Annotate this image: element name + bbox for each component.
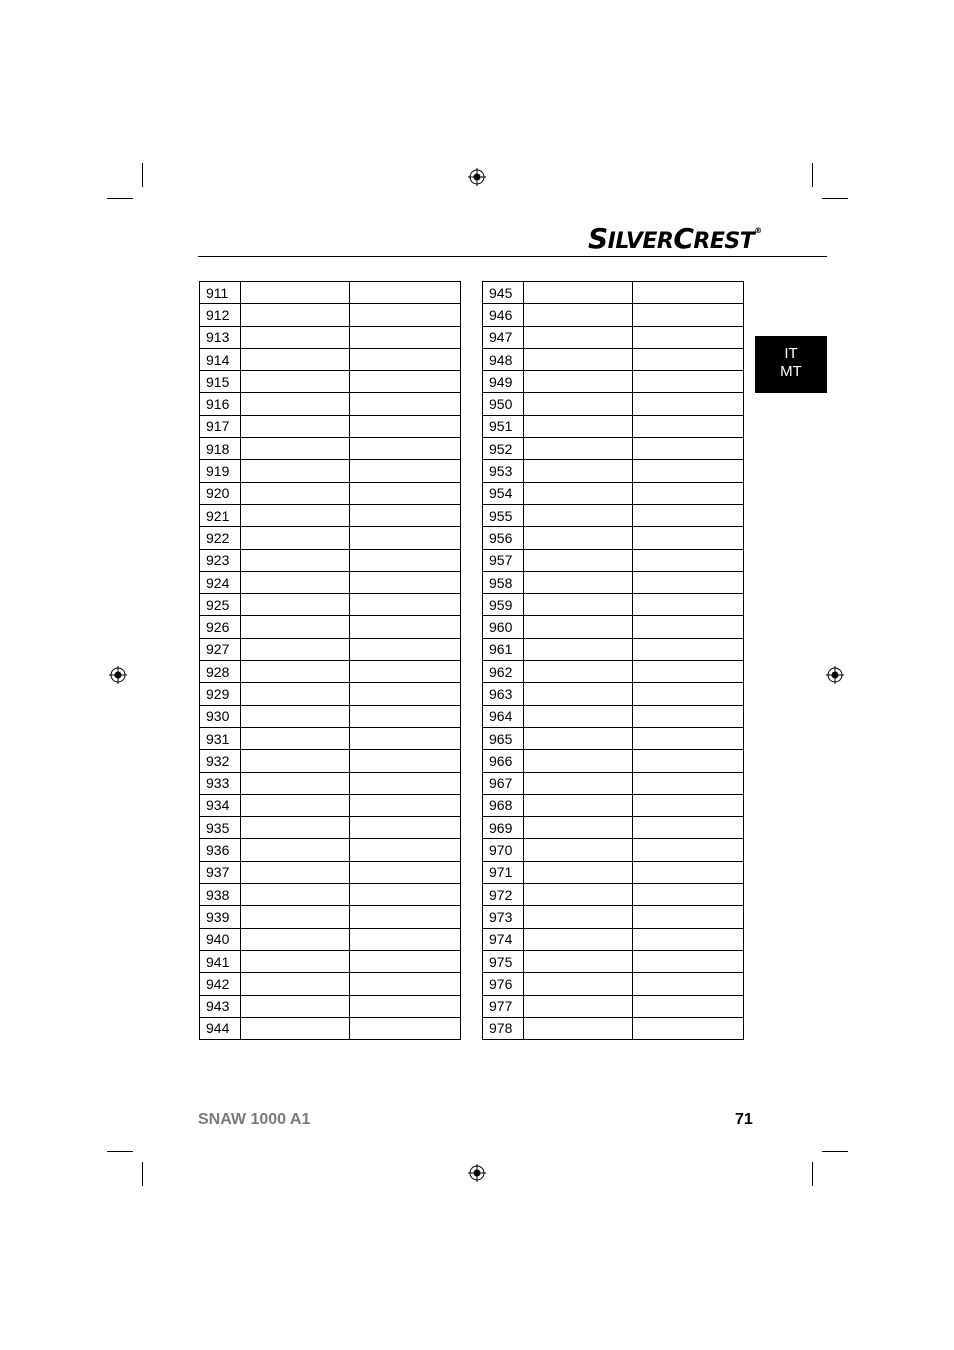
crop-mark bbox=[107, 1151, 133, 1152]
blank-cell bbox=[524, 705, 633, 727]
blank-cell bbox=[633, 817, 744, 839]
table-row bbox=[200, 661, 461, 683]
blank-cell bbox=[633, 304, 744, 326]
code-number: 944 bbox=[200, 1017, 241, 1039]
code-number: 926 bbox=[200, 616, 241, 638]
blank-cell bbox=[524, 482, 633, 504]
blank-cell bbox=[633, 282, 744, 304]
blank-cell bbox=[241, 571, 350, 593]
crop-mark bbox=[812, 1162, 813, 1186]
blank-cell bbox=[524, 750, 633, 772]
code-number: 919 bbox=[200, 460, 241, 482]
code-number: 967 bbox=[483, 772, 524, 794]
table-row bbox=[200, 549, 461, 571]
blank-cell bbox=[241, 995, 350, 1017]
code-number: 916 bbox=[200, 393, 241, 415]
blank-cell bbox=[633, 950, 744, 972]
blank-cell bbox=[241, 482, 350, 504]
blank-cell bbox=[241, 460, 350, 482]
registration-mark-icon bbox=[109, 666, 127, 684]
blank-cell bbox=[524, 772, 633, 794]
table-row bbox=[200, 1017, 461, 1039]
blank-cell bbox=[633, 527, 744, 549]
blank-cell bbox=[524, 415, 633, 437]
code-number: 931 bbox=[200, 727, 241, 749]
blank-cell bbox=[350, 1017, 461, 1039]
code-number: 954 bbox=[483, 482, 524, 504]
code-number: 966 bbox=[483, 750, 524, 772]
table-row bbox=[200, 282, 461, 304]
code-number: 959 bbox=[483, 594, 524, 616]
code-number: 972 bbox=[483, 884, 524, 906]
blank-cell bbox=[241, 750, 350, 772]
crop-mark bbox=[822, 198, 848, 199]
code-number: 918 bbox=[200, 438, 241, 460]
table-row bbox=[483, 973, 744, 995]
blank-cell bbox=[350, 348, 461, 370]
table-row bbox=[483, 616, 744, 638]
crop-mark bbox=[107, 198, 133, 199]
blank-cell bbox=[241, 527, 350, 549]
table-row bbox=[200, 928, 461, 950]
blank-cell bbox=[633, 973, 744, 995]
blank-cell bbox=[633, 393, 744, 415]
blank-cell bbox=[350, 928, 461, 950]
crop-mark bbox=[822, 1151, 848, 1152]
blank-cell bbox=[633, 438, 744, 460]
table-row bbox=[483, 638, 744, 660]
blank-cell bbox=[633, 683, 744, 705]
table-row bbox=[200, 415, 461, 437]
table-row bbox=[483, 884, 744, 906]
table-row bbox=[483, 928, 744, 950]
table-row bbox=[200, 371, 461, 393]
blank-cell bbox=[524, 504, 633, 526]
code-number: 929 bbox=[200, 683, 241, 705]
code-number: 943 bbox=[200, 995, 241, 1017]
blank-cell bbox=[633, 415, 744, 437]
blank-cell bbox=[241, 928, 350, 950]
blank-cell bbox=[350, 393, 461, 415]
code-number: 961 bbox=[483, 638, 524, 660]
blank-cell bbox=[241, 549, 350, 571]
blank-cell bbox=[524, 438, 633, 460]
blank-cell bbox=[524, 973, 633, 995]
blank-cell bbox=[633, 348, 744, 370]
code-number: 941 bbox=[200, 950, 241, 972]
code-number: 968 bbox=[483, 794, 524, 816]
blank-cell bbox=[633, 571, 744, 593]
table-row bbox=[483, 705, 744, 727]
blank-cell bbox=[633, 371, 744, 393]
blank-cell bbox=[350, 616, 461, 638]
blank-cell bbox=[241, 839, 350, 861]
blank-cell bbox=[350, 594, 461, 616]
code-number: 920 bbox=[200, 482, 241, 504]
blank-cell bbox=[524, 304, 633, 326]
blank-cell bbox=[524, 817, 633, 839]
blank-cell bbox=[633, 326, 744, 348]
blank-cell bbox=[350, 504, 461, 526]
blank-cell bbox=[524, 995, 633, 1017]
blank-cell bbox=[524, 393, 633, 415]
table-row bbox=[483, 438, 744, 460]
table-row bbox=[200, 504, 461, 526]
blank-cell bbox=[524, 884, 633, 906]
footer-model: SNAW 1000 A1 bbox=[198, 1111, 311, 1128]
table-row bbox=[200, 571, 461, 593]
table-row bbox=[200, 750, 461, 772]
blank-cell bbox=[633, 460, 744, 482]
blank-cell bbox=[350, 438, 461, 460]
table-row bbox=[200, 705, 461, 727]
blank-cell bbox=[633, 616, 744, 638]
table-row bbox=[200, 527, 461, 549]
code-number: 976 bbox=[483, 973, 524, 995]
blank-cell bbox=[524, 527, 633, 549]
blank-cell bbox=[241, 616, 350, 638]
code-number: 970 bbox=[483, 839, 524, 861]
table-row bbox=[483, 683, 744, 705]
table-row bbox=[483, 772, 744, 794]
blank-cell bbox=[633, 839, 744, 861]
blank-cell bbox=[350, 683, 461, 705]
blank-cell bbox=[350, 995, 461, 1017]
blank-cell bbox=[241, 683, 350, 705]
language-tab bbox=[755, 336, 827, 393]
table-row bbox=[483, 1017, 744, 1039]
table-row bbox=[200, 973, 461, 995]
blank-cell bbox=[524, 282, 633, 304]
code-number: 915 bbox=[200, 371, 241, 393]
blank-cell bbox=[524, 661, 633, 683]
blank-cell bbox=[241, 638, 350, 660]
code-number: 947 bbox=[483, 326, 524, 348]
blank-cell bbox=[350, 950, 461, 972]
table-row bbox=[483, 326, 744, 348]
registered-mark: ® bbox=[754, 226, 762, 235]
blank-cell bbox=[633, 594, 744, 616]
blank-cell bbox=[633, 482, 744, 504]
header-rule bbox=[198, 256, 827, 257]
language-code: MT bbox=[780, 363, 802, 380]
blank-cell bbox=[350, 282, 461, 304]
code-number: 911 bbox=[200, 282, 241, 304]
blank-cell bbox=[241, 906, 350, 928]
blank-cell bbox=[350, 304, 461, 326]
code-number: 945 bbox=[483, 282, 524, 304]
table-row bbox=[483, 549, 744, 571]
code-number: 913 bbox=[200, 326, 241, 348]
table-row bbox=[483, 282, 744, 304]
blank-cell bbox=[633, 638, 744, 660]
blank-cell bbox=[350, 727, 461, 749]
blank-cell bbox=[524, 727, 633, 749]
table-row bbox=[200, 861, 461, 883]
blank-cell bbox=[241, 415, 350, 437]
table-row bbox=[483, 348, 744, 370]
blank-cell bbox=[350, 794, 461, 816]
blank-cell bbox=[633, 727, 744, 749]
code-number: 924 bbox=[200, 571, 241, 593]
blank-cell bbox=[633, 928, 744, 950]
crop-mark bbox=[142, 1162, 143, 1186]
blank-cell bbox=[524, 549, 633, 571]
blank-cell bbox=[241, 348, 350, 370]
code-number: 935 bbox=[200, 817, 241, 839]
blank-cell bbox=[633, 772, 744, 794]
table-row bbox=[483, 906, 744, 928]
blank-cell bbox=[633, 794, 744, 816]
table-row bbox=[200, 616, 461, 638]
code-number: 942 bbox=[200, 973, 241, 995]
blank-cell bbox=[524, 861, 633, 883]
table-row bbox=[200, 906, 461, 928]
blank-cell bbox=[241, 794, 350, 816]
table-row bbox=[200, 594, 461, 616]
code-number: 969 bbox=[483, 817, 524, 839]
code-number: 971 bbox=[483, 861, 524, 883]
crop-mark bbox=[812, 163, 813, 187]
code-number: 912 bbox=[200, 304, 241, 326]
blank-cell bbox=[633, 750, 744, 772]
registration-mark-icon bbox=[826, 666, 844, 684]
code-number: 925 bbox=[200, 594, 241, 616]
blank-cell bbox=[524, 794, 633, 816]
code-table-left bbox=[199, 281, 461, 1040]
blank-cell bbox=[633, 504, 744, 526]
blank-cell bbox=[350, 661, 461, 683]
blank-cell bbox=[524, 571, 633, 593]
code-number: 952 bbox=[483, 438, 524, 460]
code-number: 921 bbox=[200, 504, 241, 526]
table-row bbox=[200, 950, 461, 972]
blank-cell bbox=[524, 638, 633, 660]
blank-cell bbox=[524, 950, 633, 972]
blank-cell bbox=[241, 772, 350, 794]
blank-cell bbox=[524, 839, 633, 861]
table-row bbox=[483, 594, 744, 616]
code-number: 936 bbox=[200, 839, 241, 861]
table-row bbox=[483, 393, 744, 415]
blank-cell bbox=[350, 527, 461, 549]
code-number: 927 bbox=[200, 638, 241, 660]
blank-cell bbox=[350, 906, 461, 928]
registration-mark-icon bbox=[468, 1164, 486, 1182]
blank-cell bbox=[350, 415, 461, 437]
table-row bbox=[200, 839, 461, 861]
blank-cell bbox=[524, 616, 633, 638]
code-number: 974 bbox=[483, 928, 524, 950]
table-row bbox=[200, 393, 461, 415]
code-table-right bbox=[482, 281, 744, 1040]
blank-cell bbox=[241, 727, 350, 749]
blank-cell bbox=[524, 1017, 633, 1039]
table-row bbox=[483, 571, 744, 593]
code-number: 964 bbox=[483, 705, 524, 727]
blank-cell bbox=[241, 371, 350, 393]
table-row bbox=[200, 460, 461, 482]
table-row bbox=[483, 794, 744, 816]
code-number: 939 bbox=[200, 906, 241, 928]
blank-cell bbox=[241, 304, 350, 326]
code-number: 957 bbox=[483, 549, 524, 571]
code-number: 923 bbox=[200, 549, 241, 571]
blank-cell bbox=[633, 661, 744, 683]
blank-cell bbox=[350, 638, 461, 660]
table-row bbox=[483, 995, 744, 1017]
code-number: 928 bbox=[200, 661, 241, 683]
blank-cell bbox=[524, 371, 633, 393]
code-number: 933 bbox=[200, 772, 241, 794]
blank-cell bbox=[350, 371, 461, 393]
blank-cell bbox=[241, 884, 350, 906]
table-row bbox=[483, 415, 744, 437]
blank-cell bbox=[241, 504, 350, 526]
brand-logo bbox=[588, 222, 762, 255]
table-row bbox=[200, 794, 461, 816]
blank-cell bbox=[241, 661, 350, 683]
code-number: 917 bbox=[200, 415, 241, 437]
blank-cell bbox=[633, 705, 744, 727]
brand-letter: S bbox=[588, 222, 608, 255]
table-row bbox=[200, 727, 461, 749]
table-row bbox=[483, 750, 744, 772]
code-number: 946 bbox=[483, 304, 524, 326]
table-row bbox=[483, 460, 744, 482]
code-number: 922 bbox=[200, 527, 241, 549]
table-row bbox=[200, 683, 461, 705]
table-row bbox=[483, 861, 744, 883]
table-row bbox=[483, 661, 744, 683]
brand-text: ILVER bbox=[607, 229, 674, 254]
table-row bbox=[200, 638, 461, 660]
table-row bbox=[483, 371, 744, 393]
blank-cell bbox=[633, 549, 744, 571]
registration-mark-icon bbox=[468, 168, 486, 186]
blank-cell bbox=[241, 861, 350, 883]
blank-cell bbox=[241, 594, 350, 616]
blank-cell bbox=[241, 438, 350, 460]
table-row bbox=[483, 304, 744, 326]
blank-cell bbox=[350, 817, 461, 839]
table-row bbox=[200, 482, 461, 504]
blank-cell bbox=[350, 705, 461, 727]
language-code: IT bbox=[784, 345, 798, 362]
blank-cell bbox=[633, 884, 744, 906]
code-number: 953 bbox=[483, 460, 524, 482]
code-number: 965 bbox=[483, 727, 524, 749]
code-number: 951 bbox=[483, 415, 524, 437]
blank-cell bbox=[350, 861, 461, 883]
code-number: 958 bbox=[483, 571, 524, 593]
code-number: 962 bbox=[483, 661, 524, 683]
brand-letter: C bbox=[673, 222, 694, 255]
code-number: 948 bbox=[483, 348, 524, 370]
code-number: 940 bbox=[200, 928, 241, 950]
blank-cell bbox=[524, 906, 633, 928]
code-number: 934 bbox=[200, 794, 241, 816]
table-row bbox=[483, 527, 744, 549]
code-number: 937 bbox=[200, 861, 241, 883]
blank-cell bbox=[241, 705, 350, 727]
blank-cell bbox=[241, 950, 350, 972]
table-row bbox=[200, 772, 461, 794]
blank-cell bbox=[350, 884, 461, 906]
blank-cell bbox=[633, 906, 744, 928]
code-number: 930 bbox=[200, 705, 241, 727]
blank-cell bbox=[350, 839, 461, 861]
blank-cell bbox=[350, 460, 461, 482]
page-number: 71 bbox=[735, 1111, 753, 1128]
brand-text: REST bbox=[693, 229, 755, 254]
blank-cell bbox=[524, 460, 633, 482]
blank-cell bbox=[524, 348, 633, 370]
blank-cell bbox=[524, 683, 633, 705]
table-row bbox=[200, 817, 461, 839]
blank-cell bbox=[350, 326, 461, 348]
table-row bbox=[200, 348, 461, 370]
blank-cell bbox=[350, 549, 461, 571]
blank-cell bbox=[633, 1017, 744, 1039]
code-number: 977 bbox=[483, 995, 524, 1017]
table-row bbox=[483, 727, 744, 749]
blank-cell bbox=[241, 393, 350, 415]
blank-cell bbox=[633, 995, 744, 1017]
blank-cell bbox=[350, 571, 461, 593]
code-number: 914 bbox=[200, 348, 241, 370]
code-number: 973 bbox=[483, 906, 524, 928]
crop-mark bbox=[142, 163, 143, 187]
blank-cell bbox=[241, 326, 350, 348]
code-number: 932 bbox=[200, 750, 241, 772]
table-row bbox=[483, 817, 744, 839]
table-row bbox=[483, 504, 744, 526]
table-row bbox=[200, 326, 461, 348]
code-number: 960 bbox=[483, 616, 524, 638]
table-row bbox=[200, 438, 461, 460]
blank-cell bbox=[350, 772, 461, 794]
table-row bbox=[200, 304, 461, 326]
code-number: 955 bbox=[483, 504, 524, 526]
blank-cell bbox=[350, 482, 461, 504]
code-number: 978 bbox=[483, 1017, 524, 1039]
blank-cell bbox=[524, 928, 633, 950]
blank-cell bbox=[241, 817, 350, 839]
code-number: 956 bbox=[483, 527, 524, 549]
table-row bbox=[200, 884, 461, 906]
blank-cell bbox=[350, 973, 461, 995]
blank-cell bbox=[633, 861, 744, 883]
table-row bbox=[483, 482, 744, 504]
code-number: 975 bbox=[483, 950, 524, 972]
table-row bbox=[483, 839, 744, 861]
code-number: 949 bbox=[483, 371, 524, 393]
table-row bbox=[483, 950, 744, 972]
blank-cell bbox=[241, 282, 350, 304]
code-number: 963 bbox=[483, 683, 524, 705]
blank-cell bbox=[524, 326, 633, 348]
blank-cell bbox=[524, 594, 633, 616]
blank-cell bbox=[350, 750, 461, 772]
code-number: 938 bbox=[200, 884, 241, 906]
blank-cell bbox=[241, 1017, 350, 1039]
code-number: 950 bbox=[483, 393, 524, 415]
table-row bbox=[200, 995, 461, 1017]
blank-cell bbox=[241, 973, 350, 995]
